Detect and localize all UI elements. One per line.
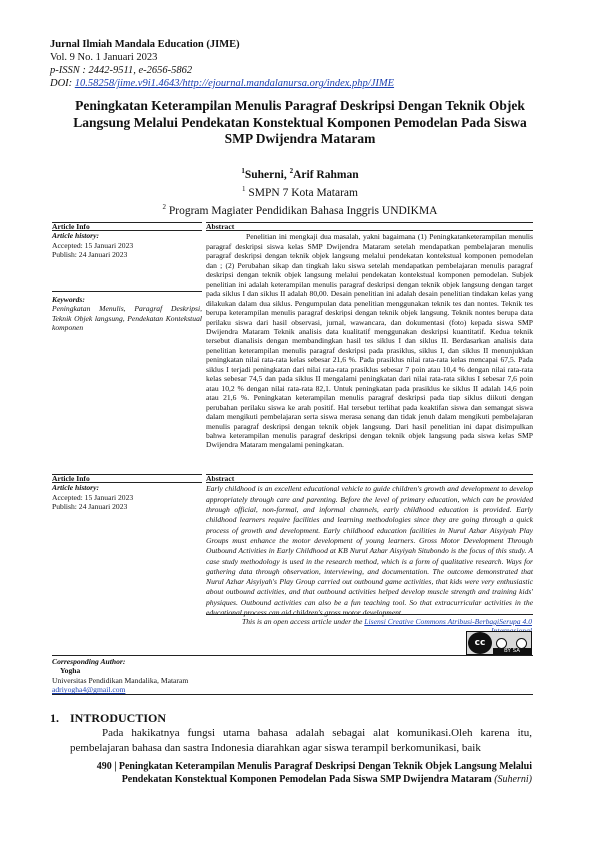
- doi-label: DOI:: [50, 78, 73, 89]
- corr-name: Yogha: [60, 666, 81, 676]
- section-title: INTRODUCTION: [70, 711, 167, 725]
- aff-2-text: Program Magiater Pendidikan Bahasa Inggris UNDIKMA: [166, 204, 438, 217]
- cc-by-sa-badge[interactable]: [466, 631, 532, 655]
- corr-label: Corresponding Author:: [52, 657, 126, 666]
- journal-doi: [50, 77, 394, 90]
- rule-keywords: [52, 291, 202, 292]
- keywords-block: [52, 295, 202, 333]
- footer-text: 490 | Peningkatan Keterampilan Menulis Paragraf Deskripsi Dengan Teknik Objek Langsung Melalui Pendekatan Konstektual Komponen Pemodelan Pada Siswa SMP Dwijendra Mataram: [96, 761, 532, 785]
- aff-1-text: SMPN 7 Kota Mataram: [245, 186, 358, 199]
- corr-institution: Universitas Pendidikan Mandalika, Mataram: [52, 675, 189, 685]
- article-history-label: Article history:: [52, 231, 100, 241]
- published-date: Publish: 24 Januari 2023: [52, 250, 128, 260]
- sa-icon: [516, 638, 527, 649]
- section-number: 1.: [50, 711, 59, 725]
- author-1: Suherni,: [244, 168, 290, 181]
- abstract-en-text: Early childhood is an excellent educational vehicle to guide children's growth and development to develop appropriately through care and parenting. Before the level of primary education, which can be provided through official, non-formal, and informal channels, early childhood education is provided. Early childhood learners require facilities and learning methodologies since they are going through a quick process of growth and development. Early childhood education facilities in Nurul Azhar Aisyiyah Play Groups must enhance the motor development of young learners. Gross Motor Development Through Outbound Activities in Early Childhood at KB Nurul Azhar Aisyiyah Situbondo is the focus of this study. A case study methodology is used in the research method, which is a form of qualitative research. Ways for gathering data through observation, interviewing, and documentation. The outcome demonstrated that Nurul Azhar Aisyiyah's Play Group carried out outbound game activities, that kids were very enthusiastic about outbound activities, and that outbound activities helped develop muscle strength and training kids' physiques. Outbound activities can also be a fun teaching tool. So that extracurricular activities in the educational process can aid children's gross motor development.: [206, 484, 533, 618]
- authors-block: [100, 164, 500, 217]
- published-date-2: Publish: 24 Januari 2023: [52, 502, 128, 512]
- abstract-en-heading: Abstract: [206, 474, 235, 483]
- paper-title: Peningkatan Keterampilan Menulis Paragraf Deskripsi Dengan Teknik Objek Langsung Melalui Pendekatan Konstektual Komponen Pemodelan Pada Siswa SMP Dwijendra Mataram: [73, 98, 527, 146]
- journal-header: [50, 38, 394, 90]
- corr-email[interactable]: adriyogha4@gmail.com: [52, 685, 126, 695]
- intro-text: Pada hakikatnya fungsi utama bahasa adalah sebagai alat komunikasi.Oleh karena itu, pembelajaran bahasa dan sastra Indonesia diarahkan agar siswa terampil berkomunikasi, baik: [70, 727, 532, 754]
- cc-badge-text: BY SA: [493, 648, 531, 655]
- rule-corr-bottom: [52, 694, 533, 695]
- keywords-label: Keywords:: [52, 295, 85, 304]
- article-history-2-label: Article history:: [52, 483, 100, 493]
- abstract-id-text: Penelitian ini mengkaji dua masalah, yakni bagaimana (1) Peningkatanketerampilan menulis paragraf deskripsi siswa kelas SMP Dwijendra Mataram setelah mendapatkan pembelajaran menulis paragraf deskripsi dengan teknik objek langsung melalui pendekatan kontekstual komponen pemodelan dan ; (2) Perubahan sikap dan tingkah laku siswa setelah mendapatkan pembelajaran menulis paragraf deskripsi dengan teknik objek langsung melalui pendekatan kontekstual komponen pemodelan. Subjek penelitian ini adalah keterampilan menulis paragraf deskripsi dengan teknik objek langsung dengan target pada siklus I dan siklus II adalah 80,00. Desain penelitian ini adalah desain penelitian tindakan kelas yang dilakukan dalam dua siklus. Pengumpulan data penelitian menggunakan teknik tes dan nontes. Teknik tes berupa keterampilan menulis paragraf deskripsi dengan teknik objek langsung. Teknik nontes berupa data perilaku siswa dari hasil observasi, jurnal, wawancara, dan dokumentasi (foto) kepada siswa SMP Dwijendra Mataram Teknik analisis data kualitatif menggunakan deskripsi kuantitatif. Kedua teknik tersebut dianalisis dengan membandingkan hasil tes siklus I dan siklus II. Berdasarkan analisis data penelitian keterampilan menulis paragraf deskripsi pada prasiklus, siklus I, dan siklus II menunjukkan peningkatan nilai rata-rata kelas sebesar 21,6 %. Pada prasiklus nilai rata-rata kelas mencapai 67,5. Pada siklus I terjadi peningkatan dari nilai rata-rata prasiklus sebesar 7 poin atau 10,4 % dengan nilai rata-rata kelas sebesar 74,5 dan pada siklus II mengalami peningkatan dari nilai rata-rata siklus I sebesar 7,6 poin atau 10,2 % dengan nilai rata-rata 82,1. Untuk peningkatan pada prasiklus ke siklus II adalah 14,6 poin atau 21,6 %. Peningkatan keterampilan menulis paragraf deskripsi pada tiap siklus diikuti dengan perubahan perilaku siswa ke arah positif. Hal tersebut terlihat pada keaktifan siswa dan semangat siswa dalam mengikuti pembelajaran serta siswa merasa senang dan tidak jenuh dalam mengikuti pembelajaran menulis paragraf deskripsi dengan teknik objek langsung. Dari hasil penelitian ini dapat disimpulkan bahwa keterampilan menulis paragraf deskripsi dengan teknik objek langsung pada siswa kelas SMP Dwijendra Mataram mengalami peningkatan.: [206, 232, 533, 450]
- article-info-1: [52, 222, 202, 260]
- journal-issn: p-ISSN : 2442-9511, e-2656-5862: [50, 65, 193, 76]
- article-info-2: [52, 474, 202, 512]
- introduction-paragraph: [70, 726, 532, 756]
- rule-license: [206, 614, 533, 615]
- journal-volume: Vol. 9 No. 1 Januari 2023: [50, 52, 158, 63]
- abstract-id-heading: Abstract: [206, 222, 235, 231]
- author-names: [100, 164, 500, 182]
- keywords-text: Peningkatan Menulis, Paragraf Deskripsi, Teknik Objek langsung, Pendekatan Kontekstual komponen: [52, 304, 202, 333]
- author-2-sup: 2: [289, 167, 294, 175]
- author-2: Arif Rahman: [293, 168, 359, 181]
- cc-attribution-icons: [492, 638, 531, 649]
- introduction-heading: [50, 711, 166, 726]
- article-info-heading: Article Info: [52, 222, 90, 231]
- abstract-en: [206, 474, 533, 618]
- aff-2-sup: 2: [162, 202, 166, 211]
- doi-link[interactable]: 10.58258/jime.v9i1.4643/http://ejournal.mandalanursa.org/index.php/JIME: [74, 78, 395, 89]
- by-icon: [496, 638, 507, 649]
- rule-corr-top: [52, 655, 533, 656]
- cc-icon: cc: [468, 632, 492, 654]
- license-prefix: This is an open access article under the: [241, 617, 365, 626]
- article-info-2-heading: Article Info: [52, 474, 90, 483]
- footer-author: (Suherni): [494, 774, 532, 785]
- aff-1-sup: 1: [242, 184, 246, 193]
- corresponding-author: [52, 657, 212, 695]
- abstract-id: [206, 222, 533, 450]
- accepted-date: Accepted: 15 Januari 2023: [52, 240, 134, 250]
- affiliation-2: [100, 200, 500, 218]
- journal-name: Jurnal Ilmiah Mandala Education (JIME): [50, 39, 240, 50]
- accepted-date-2: Accepted: 15 Januari 2023: [52, 492, 134, 502]
- page-footer: [70, 760, 532, 786]
- affiliation-1: [100, 182, 500, 200]
- license-link[interactable]: Lisensi Creative Commons Atribusi-BerbagiSerupa 4.0: [364, 617, 532, 626]
- author-1-sup: 1: [241, 167, 245, 175]
